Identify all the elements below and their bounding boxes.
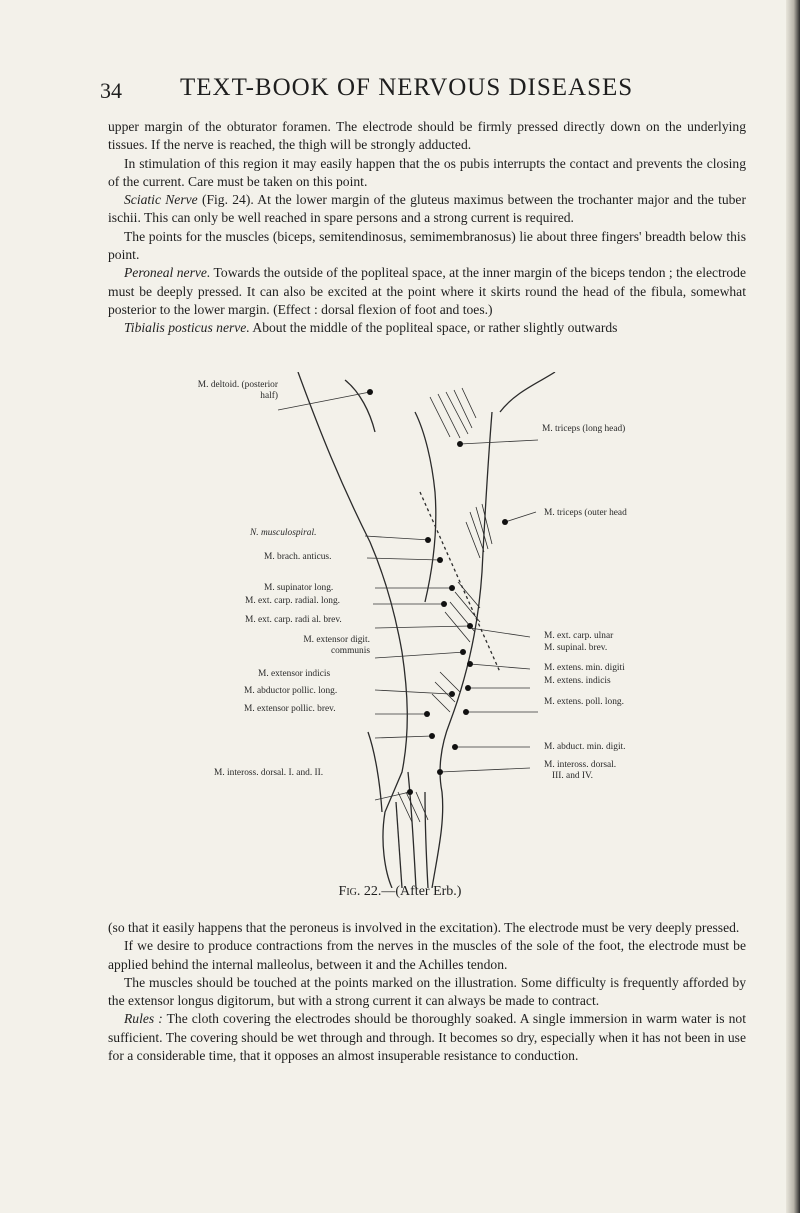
label-line: III. and IV. — [552, 771, 593, 781]
label-abductor: M. abductor pollic. long. — [244, 686, 338, 696]
paragraph-heading: Tibialis posticus nerve. — [124, 320, 250, 336]
paragraph — [108, 1010, 746, 1065]
paragraph: The points for the muscles (biceps, semitendinosus, semimembranosus) lie about three fingers' breadth below this point. — [108, 228, 746, 263]
paragraph: (so that it easily happens that the peroneus is involved in the excitation). The electrode must be very deeply pressed. — [108, 920, 740, 935]
page-edge-shadow — [786, 0, 800, 1213]
paragraph — [108, 319, 746, 337]
label-musculospiral: N. musculospiral. — [250, 528, 317, 538]
label-inteross-right — [544, 760, 616, 782]
paragraph-body: (Fig. 24). At the lower margin of the gluteus maximus between the trochanter major and the tuber ischii. This can only be well reached in spare persons and a strong current is required. — [108, 192, 746, 226]
label-ext-carp-long: M. ext. carp. radial. long. — [245, 596, 341, 606]
label-triceps-outer: M. triceps (outer head — [544, 508, 627, 518]
label-supinal-brev: M. supinal. brev. — [544, 643, 608, 653]
label-abduct-min: M. abduct. min. digit. — [544, 742, 626, 752]
label-line: communis — [330, 646, 370, 656]
label-inteross-left: M. inteross. dorsal. I. and. II. — [214, 768, 324, 778]
label-ext-carp-ulnar: M. ext. carp. ulnar — [544, 631, 614, 641]
bottom-text-block — [108, 919, 746, 1065]
figure-arm-illustration — [170, 372, 690, 888]
paragraph: If we desire to produce contractions from the nerves in the muscles of the sole of the foot, the electrode must be applied behind the internal malleolus, between it and the Achilles tendon. — [108, 938, 746, 972]
paragraph-heading: Rules : — [124, 1011, 163, 1027]
label-extens-indicis: M. extens. indicis — [544, 676, 611, 686]
paragraph — [108, 191, 746, 228]
label-min-digiti: M. extens. min. digiti — [544, 663, 625, 673]
label-line: M. deltoid. (posterior — [197, 380, 278, 390]
label-ext-pollic: M. extensor pollic. brev. — [244, 704, 336, 714]
caption-figure-number: Fig. 22. — [338, 884, 382, 899]
label-poll-long: M. extens. poll. long. — [544, 697, 624, 707]
paragraph-body: About the middle of the popliteal space, or rather slightly outwards — [249, 320, 618, 336]
caption-source: —(After Erb.) — [381, 884, 462, 899]
label-supinator: M. supinator long. — [264, 583, 334, 593]
paragraph-body: The cloth covering the electrodes should be thoroughly soaked. A single immersion in warm water is not sufficient. The covering should be wet through and through. It becomes so dry, especially when it has not been in use for a considerable time, that it opposes an almost insuperable resistance to conduction. — [108, 1011, 746, 1064]
top-text-block — [108, 118, 746, 338]
label-ext-carp-brev: M. ext. carp. radi al. brev. — [245, 615, 342, 625]
page-header — [100, 74, 740, 114]
arm-drawing — [170, 372, 690, 888]
label-deltoid — [184, 380, 278, 402]
arm-outline — [298, 372, 555, 888]
paragraph-heading: Peroneal nerve. — [124, 265, 211, 281]
figure-caption — [0, 884, 800, 900]
label-line: half) — [260, 391, 278, 401]
label-ext-indicis: M. extensor indicis — [258, 669, 331, 679]
page-number: 34 — [100, 78, 122, 103]
label-line: M. extensor digit. — [303, 635, 370, 645]
paragraph-heading: Sciatic Nerve — [124, 192, 198, 208]
paragraph: In stimulation of this region it may easily happen that the os pubis interrupts the contact and prevents the closing of the current. Care must be taken on this point. — [108, 155, 746, 189]
label-ext-digit — [230, 635, 370, 657]
paragraph-body: Towards the outside of the popliteal space, at the inner margin of the biceps tendon ; the electrode must be deeply pressed. It can also be excited at the point where it skirts round the head of the fibula, somewhat posterior to the lower margin. (Effect : dorsal flexion of foot and toes.) — [108, 265, 746, 317]
label-brach: M. brach. anticus. — [264, 552, 332, 562]
paragraph — [108, 264, 746, 319]
paragraph: The muscles should be touched at the points marked on the illustration. Some difficulty is frequently afforded by the extensor longus digitorum, but with a strong current it can always be made to contract. — [108, 974, 746, 1009]
running-title: TEXT-BOOK OF NERVOUS DISEASES — [180, 74, 634, 101]
label-triceps-long: M. triceps (long head) — [542, 424, 626, 434]
label-line: M. inteross. dorsal. — [544, 760, 617, 770]
paragraph: upper margin of the obturator foramen. The electrode should be firmly pressed directly down on the underlying tissues. If the nerve is reached, the thigh will be strongly adducted. — [108, 119, 746, 153]
